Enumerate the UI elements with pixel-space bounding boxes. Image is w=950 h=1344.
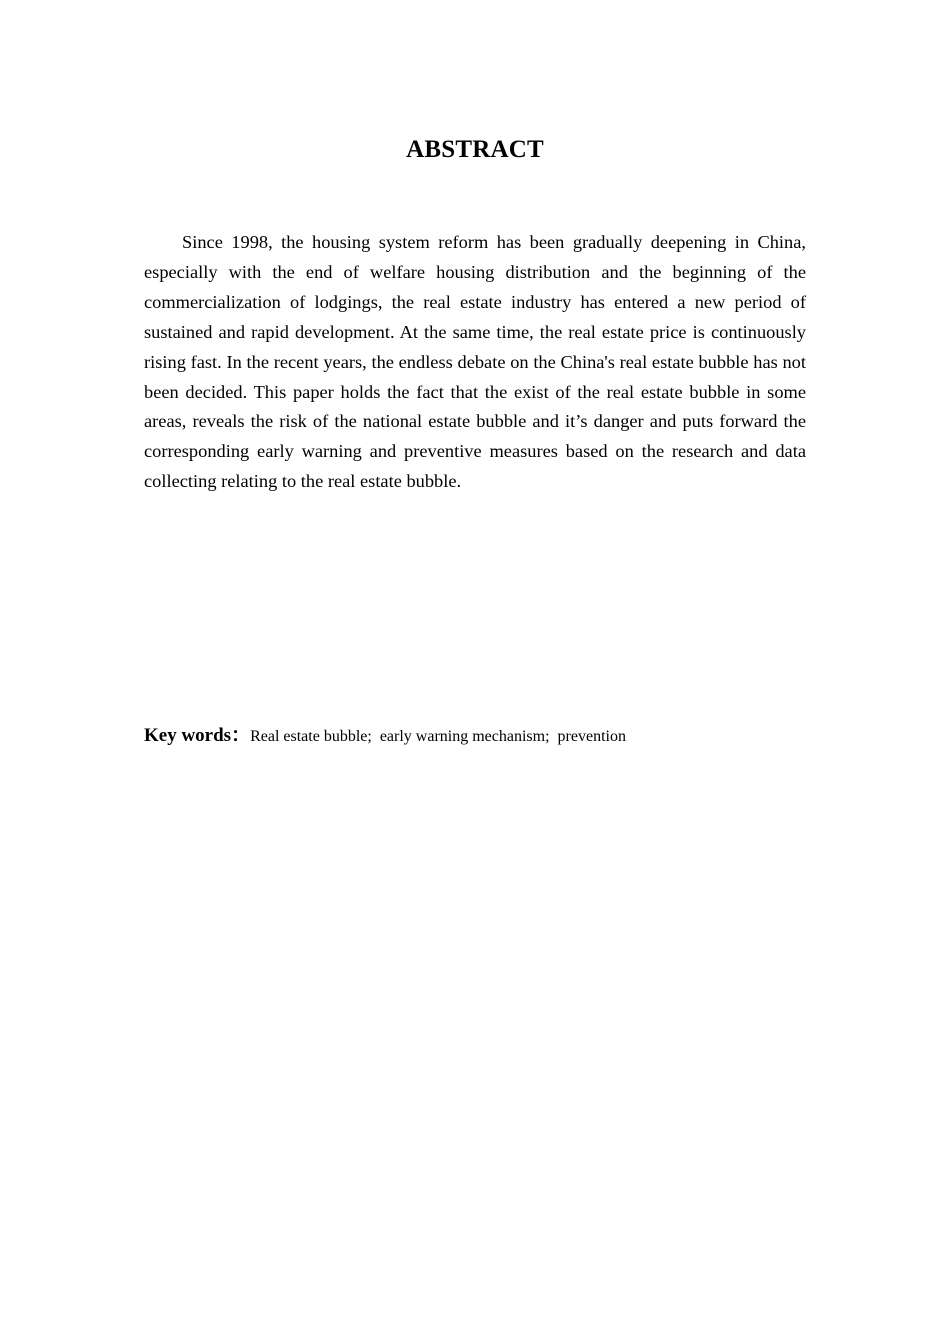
abstract-title: ABSTRACT (406, 136, 544, 163)
keyword-item: early warning mechanism; (379, 728, 550, 745)
keyword-item: Real estate bubble; (250, 728, 372, 745)
keywords-label: Key words： (144, 725, 251, 746)
keyword-item: prevention (557, 728, 626, 745)
keywords-list (250, 728, 626, 745)
keywords-line (144, 721, 806, 752)
abstract-body-paragraph: Since 1998, the housing system reform has been gradually deepening in China, especially with the end of welfare housing distribution and the beginning of the commercialization of lodgings, the real estate industry has entered a new period of sustained and rapid development. At the same time, the real estate price is continuously rising fast. In the recent years, the endless debate on the China's real estate bubble has not been decided. This paper holds the fact that the exist of the real estate bubble in some areas, reveals the risk of the national estate bubble and it’s danger and puts forward the corresponding early warning and preventive measures based on the research and data collecting relating to the real estate bubble. (144, 232, 806, 492)
